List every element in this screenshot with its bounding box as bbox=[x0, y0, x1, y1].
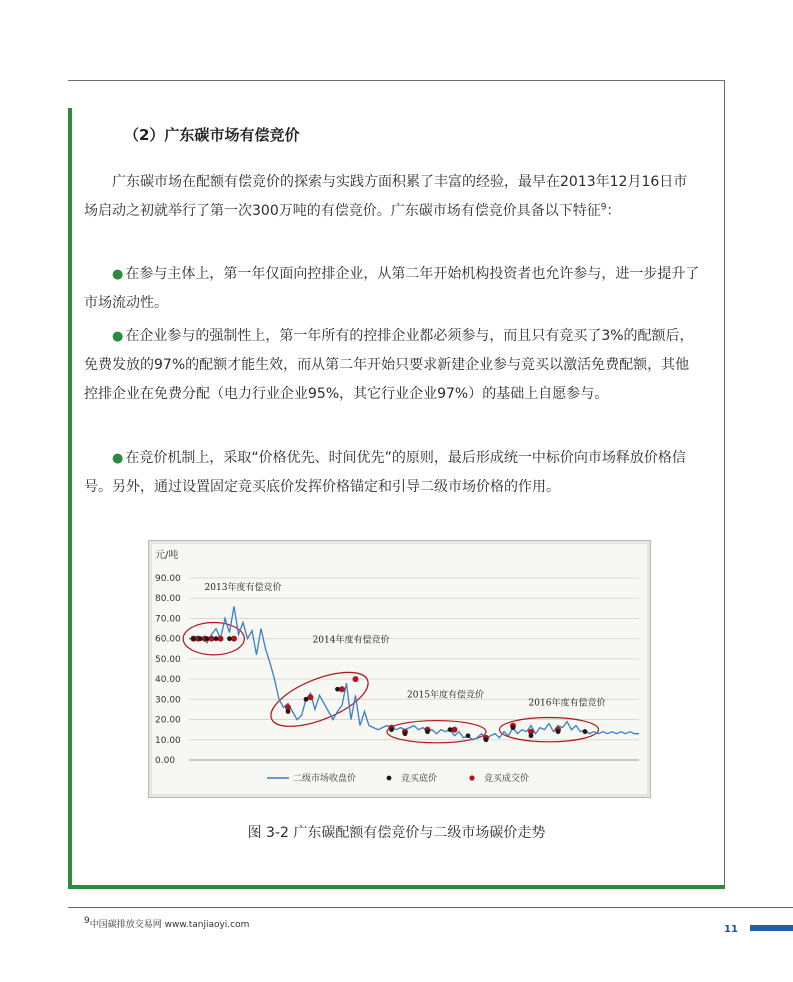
y-tick-label: 90.00 bbox=[155, 574, 181, 584]
floor-price-point bbox=[511, 725, 516, 730]
bullet-text-2: 在企业参与的强制性上，第一年所有的控排企业都必须参与，而且只有竞买了3%的配额后，免费发放的97%的配额才能生效，而从第二年开始只要求新建企业参与竞买以激活免费配额，其他控排企业在免费分配（电力行业企业95%，其它行业企业97%）的基础上自愿参与。 bbox=[84, 328, 694, 402]
floor-price-point bbox=[214, 636, 219, 641]
y-tick-label: 40.00 bbox=[155, 675, 181, 686]
figure-caption: 图 3-2 广东碳配额有偿竞价与二级市场碳价走势 bbox=[247, 825, 546, 841]
intro-paragraph bbox=[84, 168, 700, 226]
floor-price-point bbox=[389, 727, 394, 732]
y-tick-label: 30.00 bbox=[155, 695, 181, 706]
bullet-text-3: 在竞价机制上，采取“价格优先、时间优先”的原则，最后形成统一中标价向市场释放价格信号。另外，通过设置固定竞买底价发挥价格锚定和引导二级市场价格的作用。 bbox=[84, 450, 686, 495]
footer-rule bbox=[68, 907, 793, 908]
y-tick-label: 20.00 bbox=[155, 715, 181, 726]
price-chart bbox=[148, 540, 651, 798]
bullet-paragraph-1 bbox=[84, 260, 700, 318]
legend-label: 竞买底价 bbox=[401, 774, 438, 784]
intro-text: 广东碳市场在配额有偿竞价的探索与实践方面积累了丰富的经验，最早在2013年12月16日市场启动之初就举行了第一次300万吨的有偿竞价。广东碳市场有偿竞价具备以下特征 bbox=[84, 174, 688, 219]
floor-price-point bbox=[556, 729, 561, 734]
green-frame-left-border bbox=[68, 108, 72, 889]
y-tick-label: 0.00 bbox=[155, 756, 176, 766]
floor-price-point bbox=[403, 731, 408, 736]
page-number-bar bbox=[750, 925, 793, 931]
floor-price-point bbox=[448, 727, 453, 732]
floor-price-point bbox=[205, 636, 210, 641]
deal-price-point bbox=[353, 676, 359, 682]
floor-price-point bbox=[227, 636, 232, 641]
y-tick-label: 70.00 bbox=[155, 614, 181, 625]
legend-deal-swatch bbox=[469, 775, 474, 780]
legend-floor-swatch bbox=[387, 776, 392, 781]
footnote-ref: 9 bbox=[600, 202, 607, 213]
chart-svg bbox=[149, 541, 652, 799]
floor-price-point bbox=[191, 636, 196, 641]
floor-price-point bbox=[198, 636, 203, 641]
auction-annotation: 2014年度有偿竞价 bbox=[312, 635, 390, 646]
y-tick-label: 10.00 bbox=[155, 735, 181, 746]
auction-annotation: 2015年度有偿竞价 bbox=[407, 690, 484, 701]
floor-price-point bbox=[583, 729, 588, 734]
legend-label: 二级市场收盘价 bbox=[293, 774, 357, 784]
green-frame-bottom-border bbox=[68, 885, 725, 889]
floor-price-point bbox=[304, 697, 309, 702]
y-tick-label: 80.00 bbox=[155, 594, 181, 605]
y-tick-label: 50.00 bbox=[155, 654, 181, 665]
floor-price-point bbox=[335, 687, 340, 692]
intro-end: ： bbox=[606, 203, 621, 219]
page-number: 11 bbox=[724, 924, 738, 935]
floor-price-point bbox=[484, 737, 489, 742]
floor-price-point bbox=[425, 729, 430, 734]
bullet-dot-icon: ● bbox=[112, 329, 124, 344]
floor-price-point bbox=[466, 733, 471, 738]
y-axis-label: 元/吨 bbox=[155, 550, 179, 561]
deal-price-point bbox=[308, 694, 314, 700]
section-title: （2）广东碳市场有偿竞价 bbox=[124, 126, 300, 144]
bullet-paragraph-3 bbox=[84, 444, 700, 502]
bullet-dot-icon: ● bbox=[112, 267, 124, 282]
auction-annotation: 2013年度有偿竞价 bbox=[204, 583, 282, 594]
y-tick-label: 60.00 bbox=[155, 634, 181, 645]
bullet-dot-icon: ● bbox=[112, 451, 124, 466]
bullet-text-1: 在参与主体上，第一年仅面向控排企业，从第二年开始机构投资者也允许参与，进一步提升了市场流动性。 bbox=[84, 266, 700, 311]
auction-annotation: 2016年度有偿竞价 bbox=[528, 698, 606, 709]
floor-price-point bbox=[529, 733, 534, 738]
legend-label: 竞买成交价 bbox=[484, 774, 530, 784]
floor-price-point bbox=[286, 709, 291, 714]
footnote: $^9$中国碳排放交易网 www.tanjiaoyi.com bbox=[84, 916, 250, 930]
bullet-paragraph-2 bbox=[84, 322, 700, 409]
